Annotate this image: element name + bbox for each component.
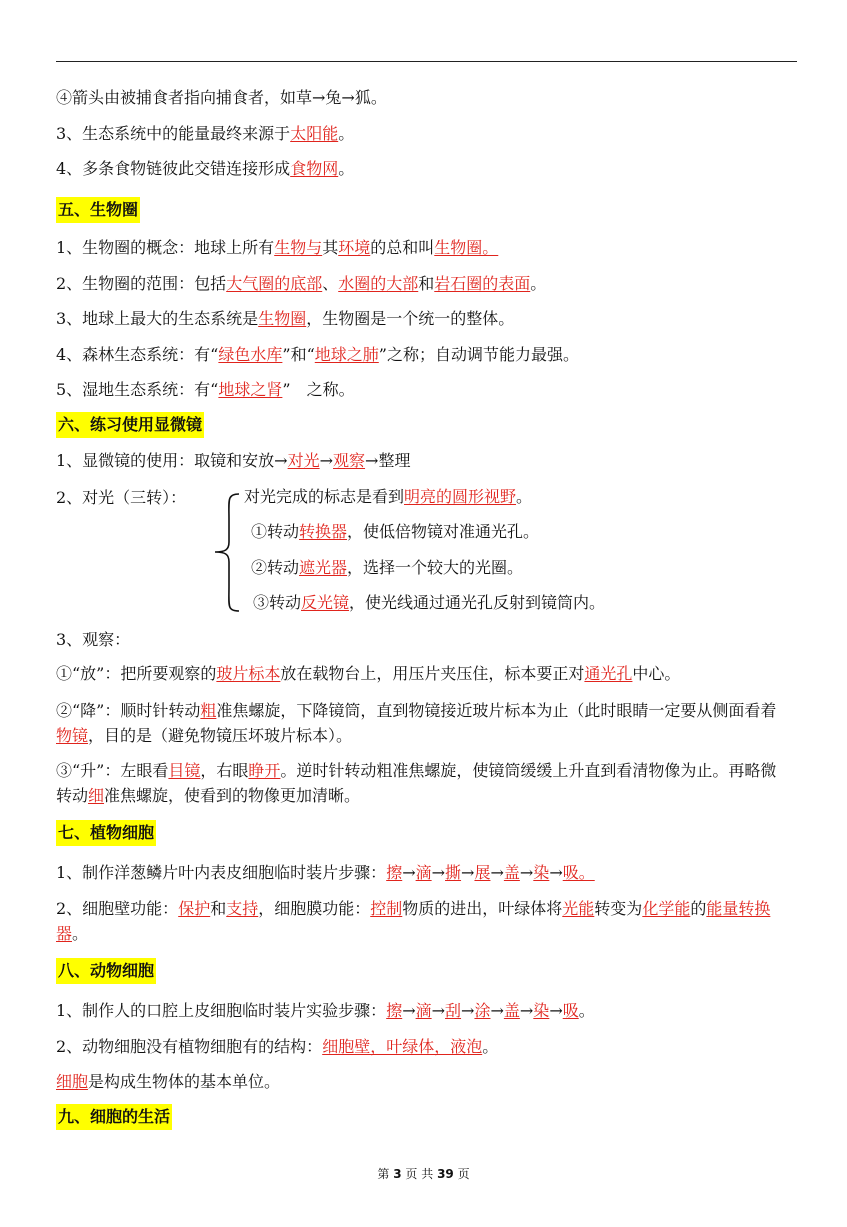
section-heading: 七、植物细胞 xyxy=(56,820,156,846)
text-line: 1、制作人的口腔上皮细胞临时装片实验步骤：擦→滴→刮→涂→盖→染→吸。 xyxy=(56,1001,595,1020)
text-paragraph: ②“降”：顺时针转动粗准焦螺旋，下降镜筒，直到物镜接近玻片标本为止（此时眼睛一定要从侧面看着物镜，目的是（避免物镜压坏玻片标本）。 xyxy=(56,701,777,745)
answer: 太阳能 xyxy=(290,124,339,143)
text-line: ①“放”：把所要观察的玻片标本放在载物台上，用压片夹压住，标本要正对通光孔中心。 xyxy=(56,664,681,683)
step-item: 滴 xyxy=(415,863,432,882)
step-item: 展 xyxy=(474,863,491,882)
step-item: 吸。 xyxy=(562,863,595,882)
arrow-icon: → xyxy=(490,863,504,882)
section-heading: 八、动物细胞 xyxy=(56,958,156,984)
step-item: 滴 xyxy=(415,1001,432,1020)
arrow-icon: → xyxy=(431,1001,446,1020)
text-line: 3、地球上最大的生态系统是生物圈，生物圈是一个统一的整体。 xyxy=(56,309,515,328)
text-line: 对光完成的标志是看到明亮的圆形视野。 xyxy=(244,487,533,506)
text-line: ④箭头由被捕食者指向捕食者，如草→兔→狐。 xyxy=(56,88,387,107)
arrow-icon: → xyxy=(490,1001,504,1020)
text-line: ①转动转换器，使低倍物镜对准通光孔。 xyxy=(251,522,540,541)
text-line: 3、观察： xyxy=(56,630,131,649)
header-rule xyxy=(56,61,797,62)
step-item: 擦 xyxy=(386,863,403,882)
arrow-icon: → xyxy=(431,863,446,882)
arrow-icon: → xyxy=(549,863,563,882)
section-heading: 六、练习使用显微镜 xyxy=(56,412,204,438)
text-line: 1、显微镜的使用：取镜和安放→对光→观察→整理 xyxy=(56,451,411,470)
step-item: 刮 xyxy=(445,1001,462,1020)
step-item: 擦 xyxy=(386,1001,403,1020)
text-line: ③转动反光镜，使光线通过通光孔反射到镜筒内。 xyxy=(253,593,606,612)
section-heading: 九、细胞的生活 xyxy=(56,1104,172,1130)
step-item: 染 xyxy=(533,863,550,882)
step-item: 染 xyxy=(533,1001,550,1020)
text-paragraph: 2、细胞壁功能：保护和支持，细胞膜功能：控制物质的进出，叶绿体将光能转变为化学能的能量转换器。 xyxy=(56,899,771,943)
step-item: 盖 xyxy=(503,863,520,882)
text-line: 1、生物圈的概念：地球上所有生物与其环境的总和叫生物圈。 xyxy=(56,238,499,257)
text-line: 2、生物圈的范围：包括大气圈的底部、水圈的大部和岩石圈的表面。 xyxy=(56,274,547,293)
page-footer: 第 3 页 共 39 页 xyxy=(377,1167,470,1181)
section-heading: 五、生物圈 xyxy=(56,197,140,223)
step-item: 吸 xyxy=(562,1001,579,1020)
text-line: 4、森林生态系统：有“绿色水库”和“地球之肺”之称；自动调节能力最强。 xyxy=(56,345,579,364)
text-line: 1、制作洋葱鳞片叶内表皮细胞临时装片步骤：擦→滴→撕→展→盖→染→吸。 xyxy=(56,863,595,882)
arrow-icon: → xyxy=(402,863,416,882)
step-item: 盖 xyxy=(503,1001,520,1020)
arrow-icon: → xyxy=(461,863,475,882)
arrow-icon: → xyxy=(519,863,534,882)
text-line: 细胞是构成生物体的基本单位。 xyxy=(56,1072,281,1091)
step-item: 涂 xyxy=(474,1001,491,1020)
arrow-icon: → xyxy=(519,1001,534,1020)
text-line: 3、生态系统中的能量最终来源于太阳能。 xyxy=(56,124,355,143)
arrow-icon: → xyxy=(549,1001,563,1020)
text-paragraph: ③“升”：左眼看目镜，右眼睁开。逆时针转动粗准焦螺旋，使镜筒缓缓上升直到看清物像为止。再略微转动细准焦螺旋，使看到的物像更加清晰。 xyxy=(56,761,777,805)
text-line: ②转动遮光器，选择一个较大的光圈。 xyxy=(251,558,524,577)
step-item: 撕 xyxy=(445,863,462,882)
answer: 食物网 xyxy=(290,159,339,178)
text-line: 2、动物细胞没有植物细胞有的结构：细胞壁，叶绿体，液泡。 xyxy=(56,1037,499,1056)
brace-icon xyxy=(207,490,241,615)
text-line: 5、湿地生态系统：有“地球之肾” 之称。 xyxy=(56,380,355,399)
arrow-icon: → xyxy=(461,1001,475,1020)
text-line: 4、多条食物链彼此交错连接形成食物网。 xyxy=(56,159,355,178)
text-line: 2、对光（三转）： xyxy=(56,488,187,507)
arrow-icon: → xyxy=(402,1001,416,1020)
